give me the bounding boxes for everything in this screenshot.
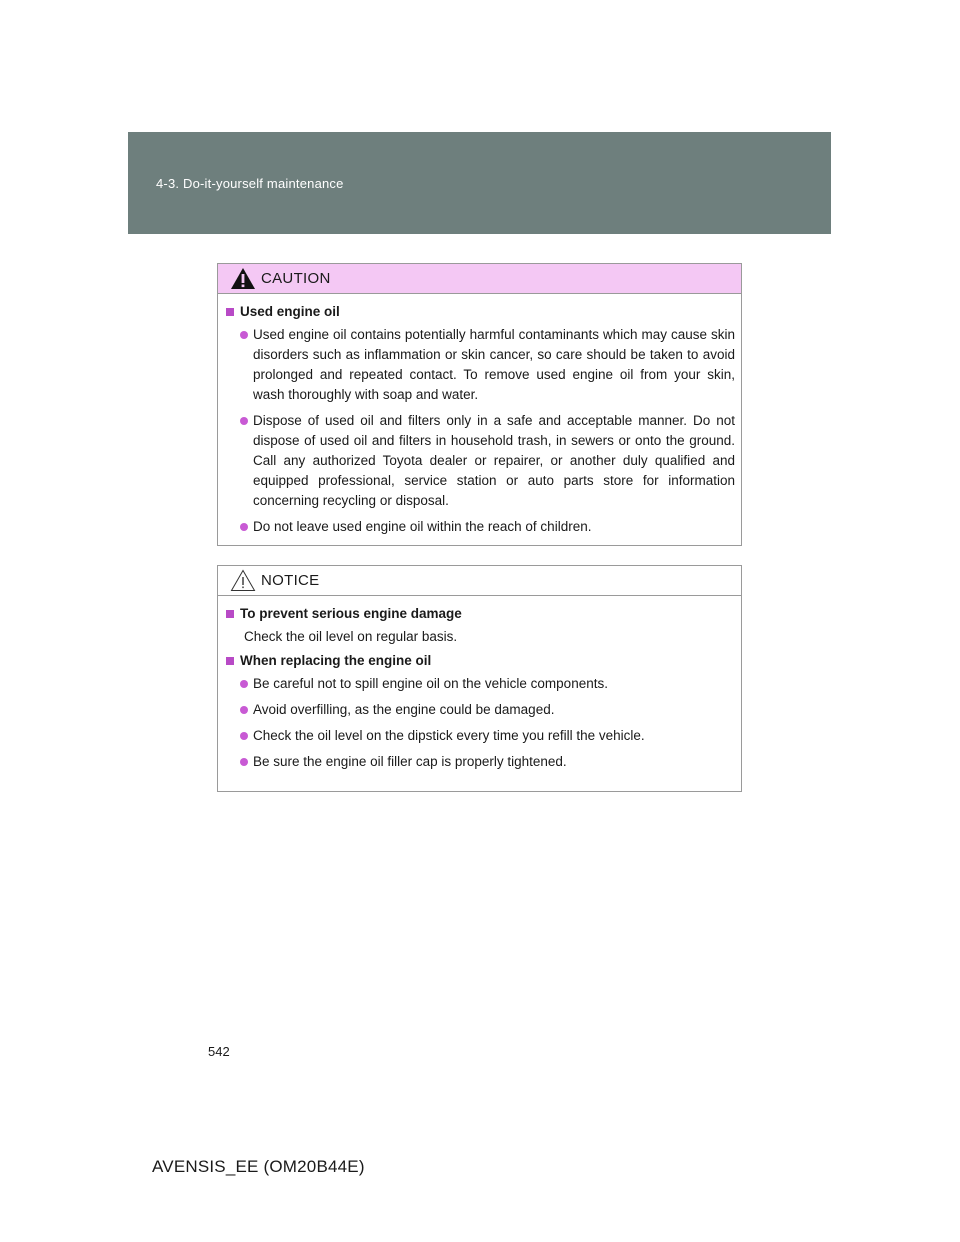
list-item-text: Be sure the engine oil filler cap is properly tightened. (253, 754, 567, 769)
list-item (226, 674, 735, 694)
warning-triangle-outline-icon (230, 569, 256, 592)
square-bullet-icon (226, 657, 234, 665)
notice-title: NOTICE (261, 572, 320, 589)
list-item (226, 700, 735, 720)
list-item-text: Used engine oil contains potentially harmful contaminants which may cause skin disorders such as inflammation or skin cancer, so care should be taken to avoid prolonged and repeated contact. To remove used engine oil from your skin, wash thoroughly with soap and water. (253, 327, 735, 402)
round-bullet-icon (240, 417, 248, 425)
caution-title: CAUTION (261, 270, 331, 287)
document-code: AVENSIS_EE (OM20B44E) (152, 1157, 365, 1176)
caution-box (217, 263, 742, 546)
caution-heading-text: Used engine oil (240, 304, 340, 319)
caution-header (218, 264, 741, 294)
notice-heading-2-text: When replacing the engine oil (240, 653, 432, 668)
notice-heading-1 (226, 606, 735, 621)
round-bullet-icon (240, 523, 248, 531)
warning-triangle-icon (230, 267, 256, 290)
square-bullet-icon (226, 610, 234, 618)
notice-body (218, 596, 741, 772)
round-bullet-icon (240, 706, 248, 714)
list-item (226, 752, 735, 772)
round-bullet-icon (240, 680, 248, 688)
list-item (226, 517, 735, 537)
notice-box (217, 565, 742, 792)
caution-body (218, 294, 741, 537)
round-bullet-icon (240, 331, 248, 339)
notice-heading-2 (226, 653, 735, 668)
section-header-band (128, 132, 831, 234)
square-bullet-icon (226, 308, 234, 316)
notice-text: Check the oil level on regular basis. (244, 629, 458, 644)
list-item (226, 726, 735, 746)
notice-header (218, 566, 741, 596)
list-item (226, 411, 735, 511)
list-item (226, 325, 735, 405)
list-item-text: Do not leave used engine oil within the reach of children. (253, 519, 592, 534)
round-bullet-icon (240, 758, 248, 766)
notice-heading-1-text: To prevent serious engine damage (240, 606, 462, 621)
list-item-text: Be careful not to spill engine oil on the vehicle components. (253, 676, 608, 691)
list-item-text: Dispose of used oil and filters only in a safe and acceptable manner. Do not dispose of used oil and filters in household trash, in sewers or onto the ground. Call any authorized Toyota dealer or repairer, or another duly qualified and equipped professional, service station or auto parts store for information concerning recycling or disposal. (253, 413, 735, 508)
list-item-text: Check the oil level on the dipstick every time you refill the vehicle. (253, 728, 645, 743)
list-item-text: Avoid overfilling, as the engine could be damaged. (253, 702, 555, 717)
caution-heading (226, 304, 735, 319)
round-bullet-icon (240, 732, 248, 740)
page-number: 542 (208, 1044, 230, 1059)
section-title: 4-3. Do-it-yourself maintenance (156, 176, 344, 191)
